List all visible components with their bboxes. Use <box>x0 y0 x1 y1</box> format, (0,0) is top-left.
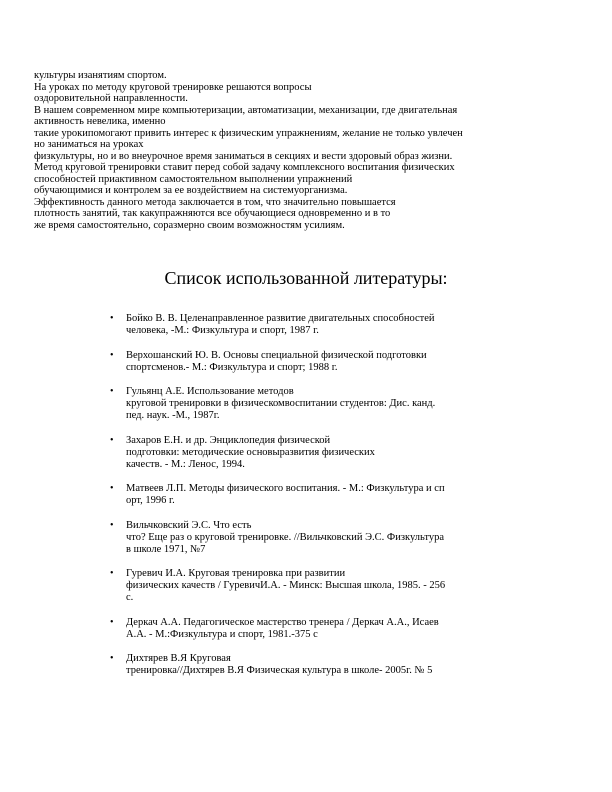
reference-list <box>110 313 590 690</box>
reference-line: Вильчковский Э.С. Что есть <box>126 519 252 531</box>
body-line: Эффективность данного метода заключается в том, что значительно повышается <box>34 196 396 208</box>
reference-item <box>110 653 590 677</box>
bullet-icon: • <box>110 483 114 494</box>
reference-item <box>110 435 590 471</box>
reference-line: Гульянц А.Е. Использование методов <box>126 386 294 397</box>
reference-item <box>110 386 590 422</box>
reference-line: Гуревич И.А. Круговая тренировка при развитии <box>126 568 346 579</box>
reference-item <box>110 350 590 374</box>
bullet-icon: • <box>110 616 114 628</box>
body-line: оздоровительной направленности. <box>34 93 188 104</box>
bullet-icon: • <box>110 568 114 579</box>
reference-item <box>110 617 590 641</box>
reference-line: Деркач А.А. Педагогическое мастерство тренера / Деркач А.А., Исаев <box>126 616 439 628</box>
references-title: Список использованной литературы: <box>164 268 448 288</box>
reference-line: с. <box>126 592 134 603</box>
reference-line: человека, -М.: Физкультура и спорт, 1987 г. <box>126 325 319 336</box>
bullet-icon: • <box>110 519 114 531</box>
reference-line: круговой тренировки в физическомвоспитании студентов: Дис. канд. <box>126 398 436 409</box>
body-line: Метод круговой тренировки ставит перед собой задачу комплексного воспитания физических <box>34 162 455 173</box>
reference-line: в школе 1971, №7 <box>126 543 206 555</box>
body-line: но заниматься на уроках <box>34 139 144 150</box>
body-paragraph <box>34 70 594 231</box>
body-line: же время самостоятельно, соразмерно своим возможностям усилиям. <box>34 219 345 231</box>
reference-line: подготовки: методические основыразвития физических <box>126 446 375 458</box>
body-line: обучающимися и контролем за ее воздействием на системуорганизма. <box>34 185 348 196</box>
body-line: плотность занятий, так какупражняются все обучающиеся одновременно и в то <box>34 208 391 219</box>
reference-line: Верхошанский Ю. В. Основы специальной физической подготовки <box>126 349 427 361</box>
reference-line: что? Еще раз о круговой тренировке. //Вильчковский Э.С. Физкультура <box>126 531 444 543</box>
reference-item <box>110 313 590 337</box>
body-line: На уроках по методу круговой тренировке решаются вопросы <box>34 81 312 93</box>
bullet-icon: • <box>110 386 114 397</box>
bullet-icon: • <box>110 349 114 361</box>
reference-line: Дихтярев В.Я Круговая <box>126 653 231 664</box>
body-line: активность невелика, именно <box>34 116 166 127</box>
reference-line: пед. наук. -М., 1987г. <box>126 410 220 421</box>
reference-line: тренировка//Дихтярев В.Я Физическая культура в школе- 2005г. № 5 <box>126 665 433 676</box>
body-line: культуры изанятиям спортом. <box>34 70 167 81</box>
body-line: такие урокипомогают привить интерес к физическим упражнениям, желание не только увлечен <box>34 127 463 139</box>
reference-line: физических качеств / ГуревичИ.А. - Минск: Высшая школа, 1985. - 256 <box>126 580 446 591</box>
reference-line: Матвеев Л.П. Методы физического воспитания. - М.: Физкультура и сп <box>126 483 445 494</box>
body-line: физкультуры, но и во внеурочное время заниматься в секциях и вести здоровый образ жизни. <box>34 150 453 162</box>
reference-item <box>110 483 590 507</box>
reference-line: А.А. - М.:Физкультура и спорт, 1981.-375 с <box>126 628 318 640</box>
reference-line: Бойко В. В. Целенаправленное развитие двигательных способностей <box>126 313 435 324</box>
body-line: способностей приактивном самостоятельном выполнении упражнений <box>34 173 353 185</box>
reference-line: качеств. - М.: Ленос, 1994. <box>126 458 245 470</box>
reference-item <box>110 520 590 556</box>
reference-line: спортсменов.- М.: Физкультура и спорт; 1988 г. <box>126 361 338 373</box>
reference-item <box>110 568 590 604</box>
reference-line: орт, 1996 г. <box>126 495 175 506</box>
bullet-icon: • <box>110 653 114 664</box>
bullet-icon: • <box>110 434 114 446</box>
reference-line: Захаров Е.Н. и др. Энциклопедия физической <box>126 434 331 446</box>
body-line: В нашем современном мире компьютеризации, автоматизации, механизации, где двигательная <box>34 104 458 116</box>
bullet-icon: • <box>110 313 114 324</box>
